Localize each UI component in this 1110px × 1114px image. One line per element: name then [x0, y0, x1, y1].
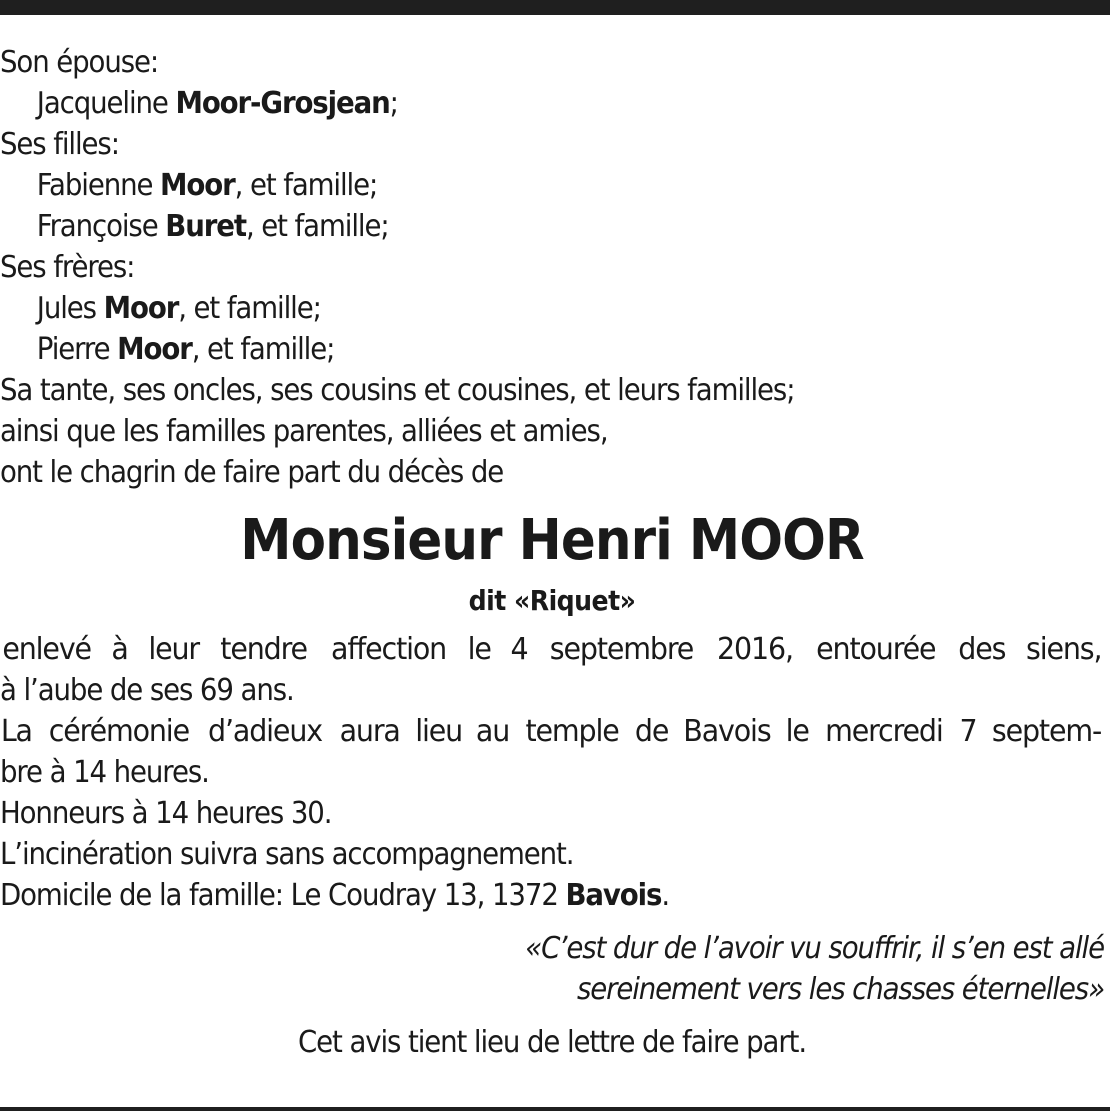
spouse-first-name: Jacqueline — [36, 86, 176, 121]
ceremony-line-word: de — [634, 714, 668, 749]
age-line: à l’aube de ses 69 ans. — [0, 673, 294, 708]
daughter2-last-name: Buret — [165, 209, 246, 244]
daughter2-end: , et famille; — [245, 209, 389, 244]
ceremony-line-word: aura — [339, 714, 400, 749]
deceased-nickname: dit «Riquet» — [468, 584, 636, 617]
ceremony-line-word: temple — [525, 714, 619, 749]
address-end: . — [661, 878, 670, 913]
brother-entry-2 — [0, 329, 1016, 370]
ceremony-line-word: mercredi — [825, 714, 943, 749]
announcement-line: ont le chagrin de faire part du décès de — [0, 455, 504, 490]
allied-families-line: ainsi que les familles parentes, alliées et amies, — [0, 414, 608, 449]
brother1-end: , et famille; — [178, 291, 321, 326]
ceremony-line-word: La — [0, 714, 32, 749]
quote-line-1: «C’est dur de l’avoir vu souffrir, il s’en est allé — [525, 931, 1104, 966]
ceremony-line-word: Bavois — [683, 714, 771, 749]
spouse-label: Son épouse: — [0, 45, 159, 80]
brother2-first-name: Pierre — [36, 332, 118, 367]
ceremony-line-word: 7 — [959, 714, 977, 749]
death-date-line-word: leur — [148, 632, 199, 667]
ceremony-line — [0, 711, 1104, 752]
death-date-line-word: des — [958, 632, 1006, 667]
ceremony-line-word: au — [476, 714, 510, 749]
cremation-line: L’incinération suivra sans accompagnement. — [0, 837, 574, 872]
spouse-end: ; — [389, 86, 398, 121]
death-date-line-word: 4 — [510, 632, 528, 667]
brothers-label: Ses frères: — [0, 250, 135, 285]
daughter1-last-name: Moor — [160, 168, 235, 203]
death-date-line-word: 2016, — [716, 632, 793, 667]
daughter1-first-name: Fabienne — [36, 168, 161, 203]
top-rule — [0, 0, 1110, 15]
address-prefix: Domicile de la famille: Le Coudray 13, 1372 — [0, 878, 566, 913]
bottom-rule — [0, 1107, 1110, 1111]
brother-entry-1 — [0, 288, 1016, 329]
obituary-notice — [0, 42, 1104, 1063]
quote-line-2: sereinement vers les chasses éternelles» — [576, 972, 1104, 1007]
ceremony-line-word: cérémonie — [48, 714, 190, 749]
daughter-entry-2 — [0, 206, 1016, 247]
death-date-line-word: le — [467, 632, 491, 667]
ceremony-line-word: d’adieux — [208, 714, 323, 749]
death-date-line-word: affection — [330, 632, 446, 667]
deceased-name: Monsieur Henri MOOR — [240, 508, 864, 573]
quote-block — [0, 928, 1104, 1010]
closing-note: Cet avis tient lieu de lettre de faire part. — [298, 1025, 806, 1060]
ceremony-time-line: bre à 14 heures. — [0, 755, 209, 790]
spouse-last-name: Moor-Grosjean — [175, 86, 390, 121]
death-date-line-word: enlevé — [2, 632, 91, 667]
death-date-line — [0, 629, 1104, 670]
death-date-line-word: tendre — [220, 632, 308, 667]
daughters-label: Ses filles: — [0, 127, 119, 162]
daughter1-end: , et famille; — [234, 168, 378, 203]
brother1-first-name: Jules — [36, 291, 104, 326]
daughter-entry-1 — [0, 165, 1016, 206]
brother1-last-name: Moor — [103, 291, 179, 326]
death-date-line-word: siens, — [1026, 632, 1102, 667]
relatives-line: Sa tante, ses oncles, ses cousins et cousines, et leurs familles; — [0, 373, 795, 408]
daughter2-first-name: Françoise — [36, 209, 166, 244]
brother2-end: , et famille; — [191, 332, 335, 367]
death-date-line-word: à — [111, 632, 129, 667]
address-town: Bavois — [565, 878, 662, 913]
ceremony-line-word: lieu — [414, 714, 462, 749]
ceremony-line-word: le — [786, 714, 810, 749]
ceremony-line-word: septem- — [991, 714, 1102, 749]
honours-line: Honneurs à 14 heures 30. — [0, 796, 332, 831]
brother2-last-name: Moor — [117, 332, 192, 367]
family-address-line — [0, 875, 1016, 916]
death-date-line-word: septembre — [549, 632, 693, 667]
death-date-line-word: entourée — [816, 632, 936, 667]
spouse-entry — [0, 83, 1016, 124]
